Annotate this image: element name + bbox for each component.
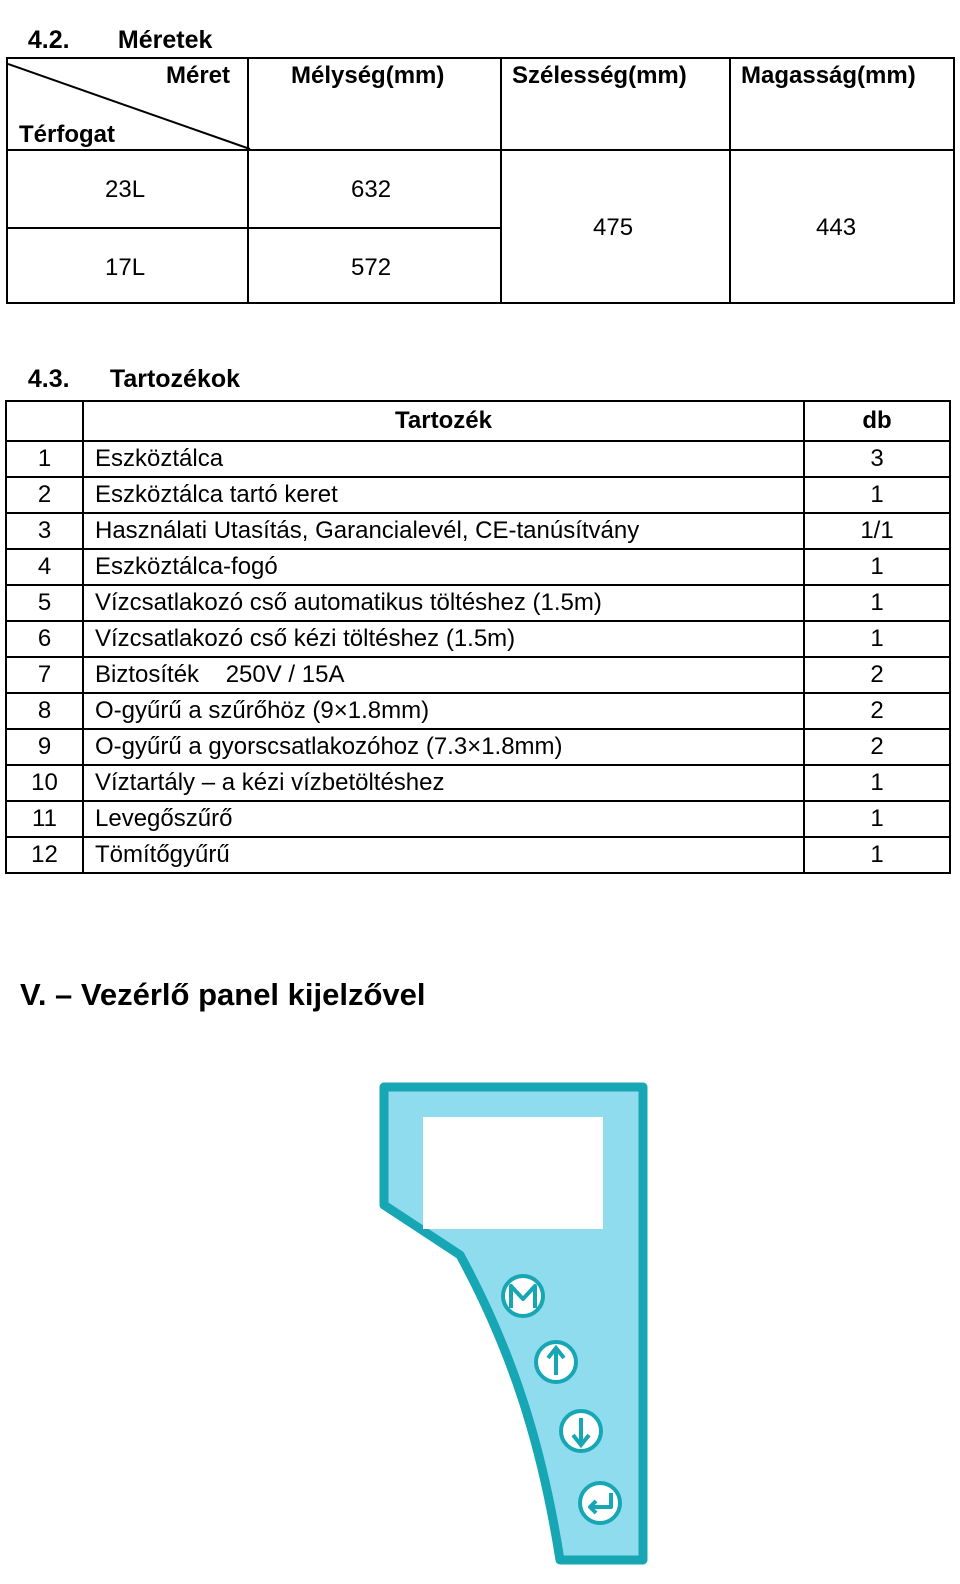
header-qty: db	[804, 401, 950, 441]
row-number: 1	[6, 441, 83, 477]
header-item: Tartozék	[83, 401, 804, 441]
row-number: 5	[6, 585, 83, 621]
divider	[8, 149, 953, 151]
row-number: 9	[6, 729, 83, 765]
row-number: 4	[6, 549, 83, 585]
column-header-depth: Mélység(mm)	[291, 62, 445, 89]
dimensions-heading	[14, 0, 212, 55]
item-quantity: 2	[804, 657, 950, 693]
arrow-up-icon[interactable]	[536, 1342, 576, 1382]
display-screen	[423, 1117, 603, 1229]
row-number: 2	[6, 477, 83, 513]
item-name: Víztartály – a kézi vízbetöltéshez	[83, 765, 804, 801]
column-header-height: Magasság(mm)	[741, 62, 916, 89]
table-row	[6, 549, 950, 585]
dimensions-table	[6, 57, 955, 304]
item-name: Eszköztálca-fogó	[83, 549, 804, 585]
item-quantity: 1	[804, 585, 950, 621]
accessories-heading-text: Tartozékok	[109, 365, 241, 393]
dimensions-heading-number: 4.2.	[27, 26, 70, 54]
item-quantity: 1/1	[804, 513, 950, 549]
divider	[8, 227, 502, 229]
table-row	[6, 585, 950, 621]
header-number-cell	[6, 401, 83, 441]
item-name: Vízcsatlakozó cső automatikus töltéshez (1.5m)	[83, 585, 804, 621]
depth-cell: 572	[351, 254, 392, 281]
depth-cell: 632	[351, 176, 392, 203]
section-title: V. – Vezérlő panel kijelzővel	[20, 977, 426, 1012]
item-quantity: 1	[804, 801, 950, 837]
m-icon[interactable]	[503, 1276, 543, 1316]
item-name: Vízcsatlakozó cső kézi töltéshez (1.5m)	[83, 621, 804, 657]
table-row	[6, 477, 950, 513]
table-header-row	[6, 401, 950, 441]
row-number: 12	[6, 837, 83, 873]
corner-top-label: Méret	[166, 62, 231, 89]
control-panel-illustration	[360, 1065, 660, 1565]
accessories-table	[5, 400, 951, 874]
control-panel-graphic	[360, 1065, 660, 1565]
item-name: Levegőszűrő	[83, 801, 804, 837]
item-quantity: 1	[804, 765, 950, 801]
table-row	[6, 513, 950, 549]
volume-cell: 23L	[105, 176, 146, 203]
item-quantity: 2	[804, 729, 950, 765]
height-cell: 443	[816, 214, 857, 241]
table-row	[6, 621, 950, 657]
table-row	[6, 801, 950, 837]
item-quantity: 1	[804, 477, 950, 513]
row-number: 6	[6, 621, 83, 657]
volume-cell: 17L	[105, 254, 146, 281]
divider	[729, 59, 731, 304]
item-name: Biztosíték 250V / 15A	[83, 657, 804, 693]
accessories-table-body	[6, 441, 950, 873]
divider	[247, 59, 249, 304]
width-cell: 475	[593, 214, 634, 241]
item-quantity: 1	[804, 549, 950, 585]
accessories-heading	[14, 336, 240, 394]
table-row	[6, 657, 950, 693]
item-quantity: 3	[804, 441, 950, 477]
accessories-heading-number: 4.3.	[27, 365, 70, 393]
table-row	[6, 765, 950, 801]
item-quantity: 1	[804, 621, 950, 657]
row-number: 3	[6, 513, 83, 549]
enter-icon[interactable]	[580, 1483, 620, 1523]
corner-bottom-label: Térfogat	[19, 121, 115, 148]
item-name: Eszköztálca tartó keret	[83, 477, 804, 513]
row-number: 7	[6, 657, 83, 693]
row-number: 10	[6, 765, 83, 801]
item-name: Használati Utasítás, Garancialevél, CE-tanúsítvány	[83, 513, 804, 549]
item-quantity: 1	[804, 837, 950, 873]
table-row	[6, 441, 950, 477]
table-row	[6, 729, 950, 765]
table-row	[6, 837, 950, 873]
dimensions-heading-text: Méretek	[117, 26, 213, 54]
row-number: 11	[6, 801, 83, 837]
item-name: Eszköztálca	[83, 441, 804, 477]
table-row	[6, 693, 950, 729]
divider	[500, 59, 502, 304]
item-quantity: 2	[804, 693, 950, 729]
row-number: 8	[6, 693, 83, 729]
item-name: O-gyűrű a gyorscsatlakozóhoz (7.3×1.8mm)	[83, 729, 804, 765]
item-name: Tömítőgyűrű	[83, 837, 804, 873]
column-header-width: Szélesség(mm)	[512, 62, 687, 89]
arrow-down-icon[interactable]	[561, 1411, 601, 1451]
item-name: O-gyűrű a szűrőhöz (9×1.8mm)	[83, 693, 804, 729]
